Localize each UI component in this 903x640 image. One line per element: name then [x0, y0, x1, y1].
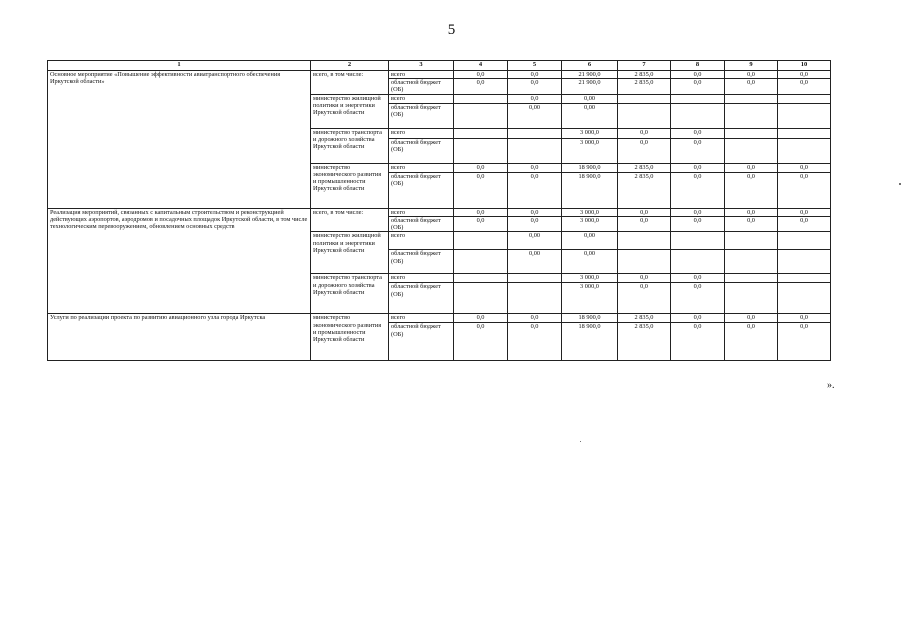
value-cell: 18 900,0: [562, 163, 618, 172]
value-cell: [618, 103, 671, 128]
value-cell: 0,0: [725, 208, 778, 216]
value-cell: 0,0: [725, 314, 778, 323]
funding-source-cell: областной бюджет (ОБ): [389, 323, 454, 361]
value-cell: 0,0: [454, 163, 508, 172]
table-body: [48, 71, 831, 361]
column-header: 9: [725, 61, 778, 71]
table-row: [48, 71, 831, 79]
value-cell: 2 835,0: [618, 79, 671, 94]
budget-table: [47, 60, 831, 361]
value-cell: [725, 250, 778, 274]
value-cell: 0,0: [671, 71, 725, 79]
value-cell: 3 000,0: [562, 128, 618, 138]
value-cell: [671, 232, 725, 250]
funding-source-cell: областной бюджет (ОБ): [389, 216, 454, 231]
value-cell: [454, 232, 508, 250]
funding-source-cell: областной бюджет (ОБ): [389, 250, 454, 274]
executor-cell: министерство транспорта и дорожного хозяйства Иркутской области: [311, 128, 389, 163]
value-cell: 21 900,0: [562, 71, 618, 79]
column-header: 3: [389, 61, 454, 71]
value-cell: [778, 138, 831, 163]
value-cell: [725, 283, 778, 314]
value-cell: 2 835,0: [618, 163, 671, 172]
value-cell: 2 835,0: [618, 172, 671, 208]
value-cell: 3 000,0: [562, 138, 618, 163]
value-cell: [508, 128, 562, 138]
activity-cell: Основное мероприятие «Повышение эффективности авиатранспортного обеспечения Иркутской области»: [48, 71, 311, 209]
funding-source-cell: всего: [389, 71, 454, 79]
value-cell: 0,0: [618, 128, 671, 138]
scan-mark: [580, 441, 581, 442]
value-cell: [454, 274, 508, 283]
value-cell: 0,0: [778, 208, 831, 216]
value-cell: 0,0: [778, 323, 831, 361]
value-cell: [778, 274, 831, 283]
value-cell: 0,0: [671, 283, 725, 314]
executor-cell: министерство жилищной политики и энергетики Иркутской области: [311, 94, 389, 128]
value-cell: 0,0: [725, 163, 778, 172]
funding-source-cell: областной бюджет (ОБ): [389, 283, 454, 314]
value-cell: [671, 94, 725, 103]
activity-cell: Услуги по реализации проекта по развитию авиационного узла города Иркутска: [48, 314, 311, 361]
header-row: [48, 61, 831, 71]
value-cell: 18 900,0: [562, 314, 618, 323]
value-cell: 2 835,0: [618, 71, 671, 79]
value-cell: 0,0: [671, 274, 725, 283]
value-cell: [454, 128, 508, 138]
value-cell: 0,0: [778, 79, 831, 94]
value-cell: 0,0: [618, 208, 671, 216]
value-cell: 0,0: [671, 208, 725, 216]
column-header: 7: [618, 61, 671, 71]
column-header: 4: [454, 61, 508, 71]
value-cell: 0,0: [454, 314, 508, 323]
value-cell: 0,0: [508, 172, 562, 208]
executor-cell: министерство жилищной политики и энергетики Иркутской области: [311, 232, 389, 274]
value-cell: 21 900,0: [562, 79, 618, 94]
value-cell: 0,0: [778, 163, 831, 172]
executor-cell: всего, в том числе:: [311, 208, 389, 232]
value-cell: 0,0: [778, 314, 831, 323]
value-cell: 3 000,0: [562, 274, 618, 283]
value-cell: 2 835,0: [618, 323, 671, 361]
value-cell: 0,0: [618, 274, 671, 283]
value-cell: 0,0: [671, 323, 725, 361]
value-cell: [618, 250, 671, 274]
value-cell: [671, 250, 725, 274]
value-cell: [778, 232, 831, 250]
value-cell: 0,0: [508, 323, 562, 361]
value-cell: [725, 128, 778, 138]
value-cell: 0,0: [618, 283, 671, 314]
value-cell: 0,00: [562, 94, 618, 103]
value-cell: 3 000,0: [562, 216, 618, 231]
value-cell: [454, 283, 508, 314]
value-cell: 0,00: [508, 250, 562, 274]
value-cell: 0,0: [671, 216, 725, 231]
value-cell: 0,0: [508, 314, 562, 323]
value-cell: 3 000,0: [562, 283, 618, 314]
scan-mark: [899, 183, 901, 185]
value-cell: [778, 128, 831, 138]
value-cell: [778, 103, 831, 128]
value-cell: [725, 232, 778, 250]
funding-source-cell: всего: [389, 128, 454, 138]
value-cell: [454, 94, 508, 103]
value-cell: 0,0: [671, 172, 725, 208]
value-cell: 0,0: [618, 138, 671, 163]
value-cell: 0,0: [508, 163, 562, 172]
value-cell: 3 000,0: [562, 208, 618, 216]
value-cell: 0,0: [671, 163, 725, 172]
closing-quote: ».: [827, 380, 835, 391]
value-cell: 0,0: [671, 128, 725, 138]
page-number: 5: [447, 22, 456, 38]
table-row: [48, 314, 831, 323]
value-cell: 0,0: [508, 216, 562, 231]
value-cell: 0,0: [725, 172, 778, 208]
value-cell: 0,00: [508, 103, 562, 128]
value-cell: [778, 250, 831, 274]
funding-source-cell: всего: [389, 163, 454, 172]
value-cell: [508, 274, 562, 283]
funding-source-cell: всего: [389, 208, 454, 216]
table-row: [48, 208, 831, 216]
value-cell: 0,0: [671, 138, 725, 163]
value-cell: [618, 94, 671, 103]
value-cell: 0,0: [508, 94, 562, 103]
value-cell: 0,0: [618, 216, 671, 231]
value-cell: 0,0: [454, 172, 508, 208]
activity-cell: Реализация мероприятий, связанных с капитальным строительством и реконструкцией действующих аэропортов, аэродромов и посадочных площадок Иркутской области, в том числе технологическим перевооружением, обновлением основных средств: [48, 208, 311, 314]
value-cell: 0,0: [454, 216, 508, 231]
value-cell: [618, 232, 671, 250]
value-cell: 0,0: [454, 208, 508, 216]
funding-source-cell: всего: [389, 232, 454, 250]
funding-source-cell: всего: [389, 314, 454, 323]
value-cell: [725, 94, 778, 103]
value-cell: 0,00: [562, 103, 618, 128]
value-cell: 0,0: [508, 79, 562, 94]
column-header: 6: [562, 61, 618, 71]
value-cell: 0,0: [725, 323, 778, 361]
value-cell: 0,0: [671, 314, 725, 323]
value-cell: 0,0: [725, 216, 778, 231]
column-header: 5: [508, 61, 562, 71]
value-cell: 0,00: [508, 232, 562, 250]
value-cell: [778, 283, 831, 314]
column-header: 10: [778, 61, 831, 71]
value-cell: [725, 274, 778, 283]
value-cell: [778, 94, 831, 103]
value-cell: [454, 138, 508, 163]
value-cell: 0,0: [725, 71, 778, 79]
value-cell: 0,0: [508, 71, 562, 79]
value-cell: 0,0: [778, 216, 831, 231]
value-cell: [508, 283, 562, 314]
executor-cell: министерство экономического развития и промышленности Иркутской области: [311, 314, 389, 361]
value-cell: 0,00: [562, 232, 618, 250]
value-cell: 0,0: [508, 208, 562, 216]
value-cell: 2 835,0: [618, 314, 671, 323]
value-cell: [454, 103, 508, 128]
value-cell: 0,0: [454, 323, 508, 361]
column-header: 2: [311, 61, 389, 71]
funding-source-cell: областной бюджет (ОБ): [389, 172, 454, 208]
value-cell: 18 900,0: [562, 323, 618, 361]
funding-source-cell: областной бюджет (ОБ): [389, 79, 454, 94]
column-header: 8: [671, 61, 725, 71]
value-cell: 0,0: [454, 71, 508, 79]
value-cell: [725, 138, 778, 163]
value-cell: [508, 138, 562, 163]
funding-source-cell: всего: [389, 274, 454, 283]
executor-cell: министерство транспорта и дорожного хозяйства Иркутской области: [311, 274, 389, 314]
value-cell: 0,0: [671, 79, 725, 94]
funding-source-cell: областной бюджет (ОБ): [389, 103, 454, 128]
executor-cell: всего, в том числе:: [311, 71, 389, 95]
value-cell: 0,0: [454, 79, 508, 94]
value-cell: [454, 250, 508, 274]
executor-cell: министерство экономического развития и промышленности Иркутской области: [311, 163, 389, 208]
value-cell: 0,0: [778, 172, 831, 208]
value-cell: 18 900,0: [562, 172, 618, 208]
funding-source-cell: областной бюджет (ОБ): [389, 138, 454, 163]
value-cell: 0,0: [778, 71, 831, 79]
value-cell: 0,00: [562, 250, 618, 274]
value-cell: [725, 103, 778, 128]
funding-source-cell: всего: [389, 94, 454, 103]
value-cell: [671, 103, 725, 128]
value-cell: 0,0: [725, 79, 778, 94]
column-header: 1: [48, 61, 311, 71]
